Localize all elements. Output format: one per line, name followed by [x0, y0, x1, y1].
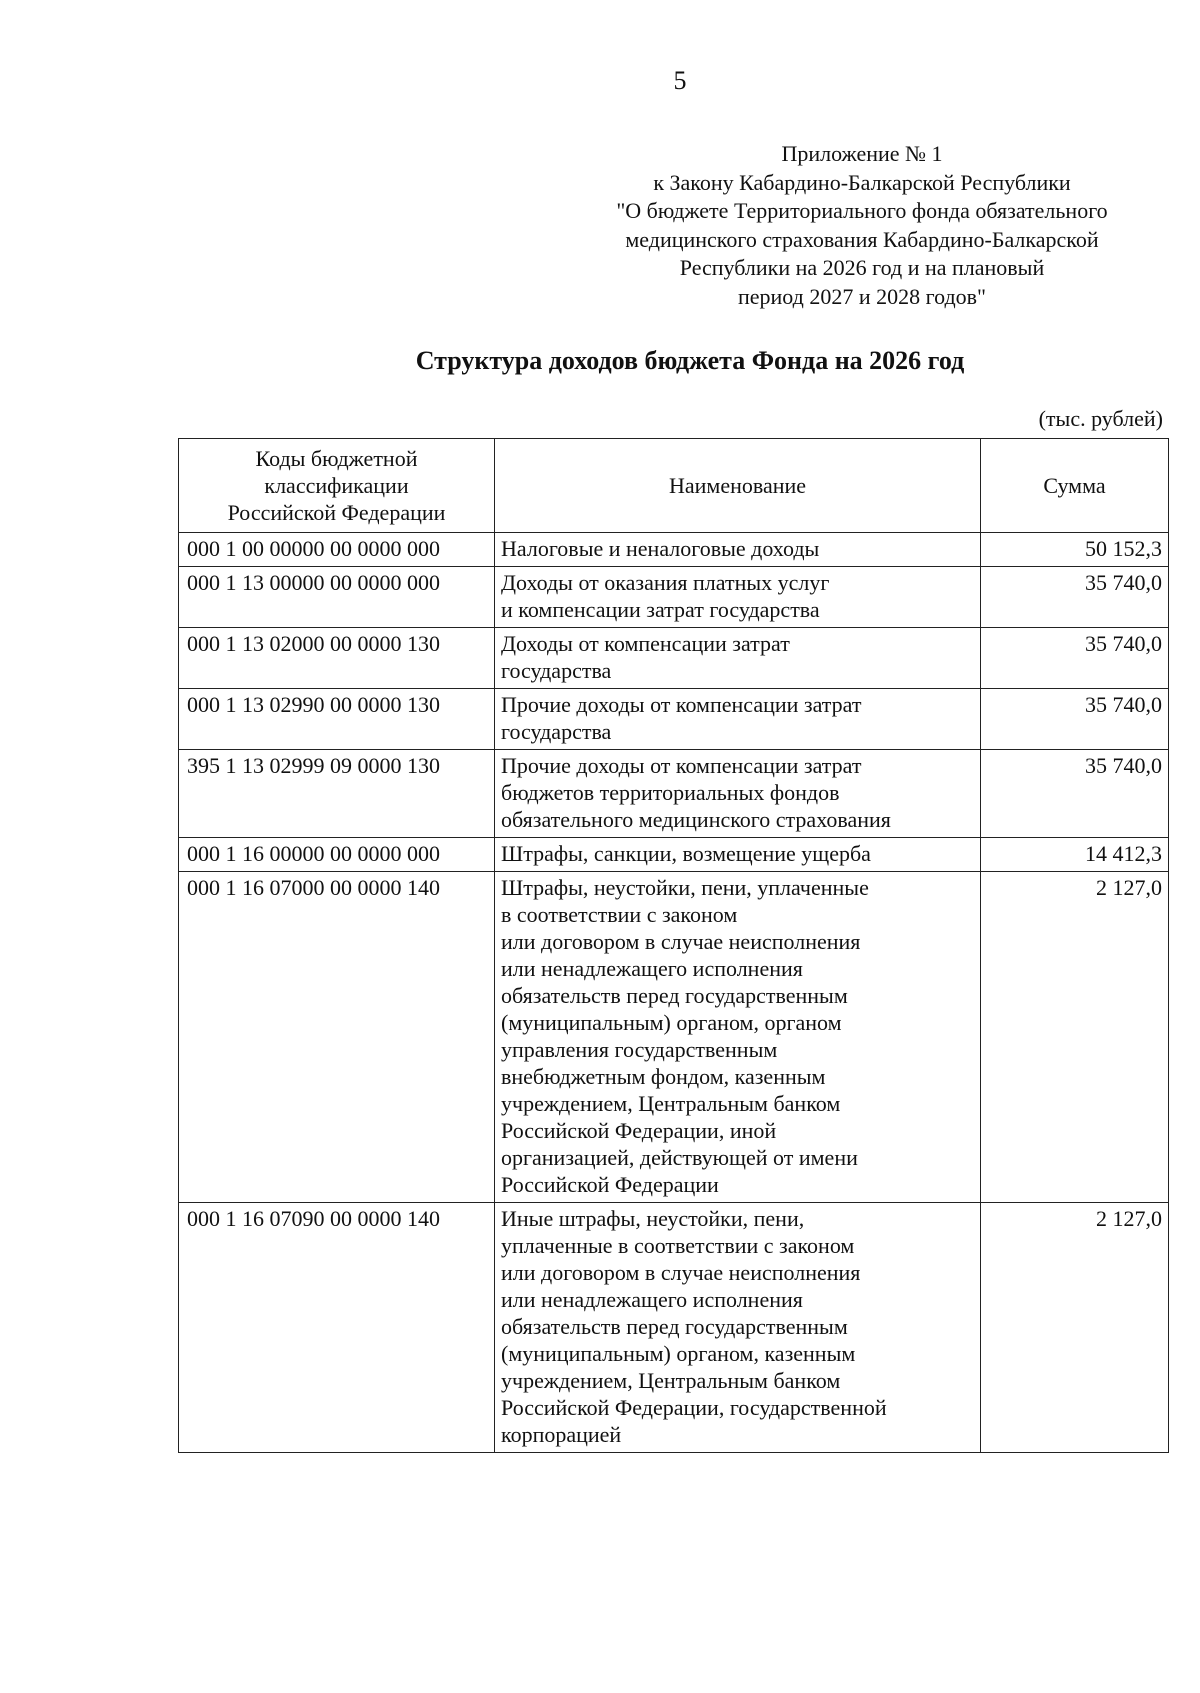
row-name: Прочие доходы от компенсации затрат государства: [495, 689, 981, 750]
row-code: 000 1 00 00000 00 0000 000: [179, 533, 495, 567]
row-code: 000 1 16 07090 00 0000 140: [179, 1203, 495, 1453]
appendix-line: период 2027 и 2028 годов": [737, 283, 987, 309]
header-code: Коды бюджетной классификации Российской Федерации: [179, 439, 495, 533]
row-name: Прочие доходы от компенсации затрат бюджетов территориальных фондов обязательного медицинского страхования: [495, 750, 981, 838]
table-row: [179, 689, 1169, 750]
appendix-note: [592, 140, 1132, 311]
row-name: Штрафы, санкции, возмещение ущерба: [495, 838, 981, 872]
row-amount: 35 740,0: [981, 567, 1169, 628]
row-code: 000 1 16 07000 00 0000 140: [179, 872, 495, 1203]
table-row: [179, 1203, 1169, 1453]
row-code: 000 1 16 00000 00 0000 000: [179, 838, 495, 872]
units-label: (тыс. рублей): [1038, 406, 1163, 431]
row-amount: 2 127,0: [981, 1203, 1169, 1453]
appendix-line: Республики на 2026 год и на плановый: [679, 255, 1045, 280]
row-amount: 50 152,3: [981, 533, 1169, 567]
appendix-line: Приложение № 1: [781, 141, 943, 166]
row-code: 000 1 13 02000 00 0000 130: [179, 628, 495, 689]
row-name: Иные штрафы, неустойки, пени, уплаченные в соответствии с законом или договором в случае неисполнения или ненадлежащего исполнения обязательств перед государственным (муниципальным) органом, казенным учреждением, Центральным банком Российской Федерации, государственной корпорацией: [495, 1203, 981, 1453]
table-row: [179, 628, 1169, 689]
header-name: Наименование: [495, 439, 981, 533]
row-code: 000 1 13 00000 00 0000 000: [179, 567, 495, 628]
row-amount: 35 740,0: [981, 750, 1169, 838]
row-name: Налоговые и неналоговые доходы: [495, 533, 981, 567]
row-code: 000 1 13 02990 00 0000 130: [179, 689, 495, 750]
row-amount: 35 740,0: [981, 628, 1169, 689]
header-amount: Сумма: [981, 439, 1169, 533]
table-row: [179, 567, 1169, 628]
table-row: [179, 872, 1169, 1203]
table-row: [179, 838, 1169, 872]
appendix-line: "О бюджете Территориального фонда обязательного: [616, 198, 1108, 223]
appendix-line: к Закону Кабардино-Балкарской Республики: [653, 169, 1071, 195]
revenue-table: [178, 438, 1169, 1453]
table-row: [179, 533, 1169, 567]
row-amount: 2 127,0: [981, 872, 1169, 1203]
row-name: Штрафы, неустойки, пени, уплаченные в соответствии с законом или договором в случае неисполнения или ненадлежащего исполнения обязательств перед государственным (муниципальным) органом, органом управления государственным внебюджетным фондом, казенным учреждением, Центральным банком Российской Федерации, иной организацией, действующей от имени Российской Федерации: [495, 872, 981, 1203]
table-row: [179, 750, 1169, 838]
appendix-line: медицинского страхования Кабардино-Балкарской: [625, 226, 1099, 252]
row-name: Доходы от компенсации затрат государства: [495, 628, 981, 689]
page-number: 5: [673, 66, 687, 95]
document-title: Структура доходов бюджета Фонда на 2026 год: [415, 346, 965, 375]
table-header-row: [179, 439, 1169, 533]
row-amount: 14 412,3: [981, 838, 1169, 872]
row-amount: 35 740,0: [981, 689, 1169, 750]
row-code: 395 1 13 02999 09 0000 130: [179, 750, 495, 838]
row-name: Доходы от оказания платных услуг и компенсации затрат государства: [495, 567, 981, 628]
